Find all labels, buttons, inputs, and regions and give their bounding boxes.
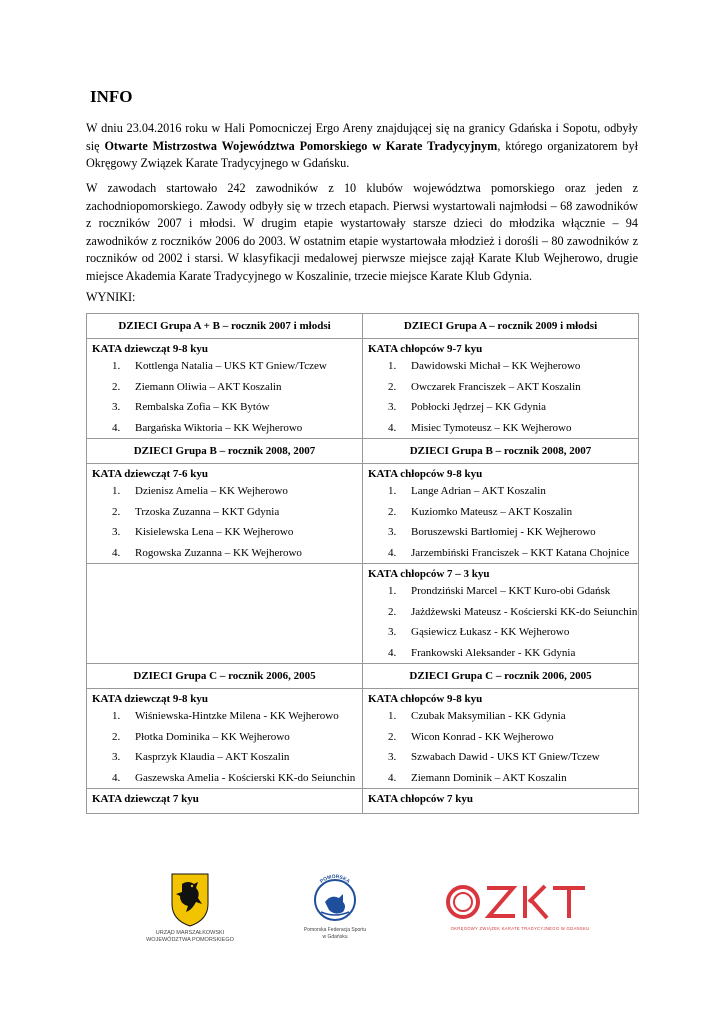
results-table <box>86 313 639 814</box>
list-item: 2. Trzoska Zuzanna – KKT Gdynia <box>112 505 280 518</box>
results-cell <box>363 564 639 664</box>
ranking-list <box>87 356 362 438</box>
list-item: 4. Gaszewska Amelia - Kościerski KK-do Seiunchin <box>112 771 356 784</box>
urzad-marszalkowski-logo <box>130 870 250 950</box>
summary-paragraph: W zawodach startowało 242 zawodników z 10 klubów województwa pomorskiego oraz jeden z zachodniopomorskiego. Zawody odbyły się w trzech etapach. Pierwsi wystartowali najmłodsi – 68 zawodników z roczników 2007 i młodsi. W drugim etapie wystartowały starsze dzieci do młodzika włącznie – 94 zawodników z roczników 2006 do 2003. W ostatnim etapie wystartowała młodzież i dorośli – 80 zawodników z roczników od 2002 i starsi. W klasyfikacji medalowej pierwsze miejsce zajął Karate Klub Wejherowo, drugie miejsce Akademia Karate Tradycyjnego w Koszalinie, trzecie miejsce Karate Klub Gdynia. <box>86 181 638 283</box>
list-item: 2. Kuziomko Mateusz – AKT Koszalin <box>388 505 573 518</box>
category-title: KATA dziewcząt 9-8 kyu <box>92 343 208 355</box>
list-item: 3. Kasprzyk Klaudia – AKT Koszalin <box>112 751 290 763</box>
ranking-list <box>363 581 638 663</box>
category-title: KATA dziewcząt 7 kyu <box>92 793 199 805</box>
table-row <box>87 564 639 664</box>
results-cell <box>363 689 639 789</box>
table-row <box>87 789 639 814</box>
intro-text-a: W dniu 23.04.2016 roku w Hali Pomocniczej Ergo Areny znajdującej się na granicy Gdańska i Sopotu, odbyły się <box>86 121 638 153</box>
urzad-line1: URZĄD MARSZAŁKOWSKI <box>155 930 225 936</box>
group-header: DZIECI Grupa C – rocznik 2006, 2005 <box>363 664 639 689</box>
list-item: 1. Kottlenga Natalia – UKS KT Gniew/Tczew <box>112 360 327 372</box>
results-cell <box>363 339 639 439</box>
category-title: KATA chłopców 9-8 kyu <box>368 693 483 705</box>
results-cell <box>87 464 363 564</box>
ranking-list <box>87 481 362 563</box>
list-item: 4. Bargańska Wiktoria – KK Wejherowo <box>112 421 303 434</box>
ranking-list <box>363 706 638 788</box>
empty-cell <box>87 564 363 664</box>
list-item: 1. Dawidowski Michał – KK Wejherowo <box>388 360 581 372</box>
list-item: 4. Rogowska Zuzanna – KK Wejherowo <box>112 546 302 559</box>
pfs-line1: Pomorska Federacja Sportu <box>303 927 367 933</box>
category-title: KATA chłopców 9-8 kyu <box>368 468 483 480</box>
list-item: 4. Ziemann Dominik – AKT Koszalin <box>388 771 567 784</box>
list-item: 1. Prondziński Marcel – KKT Kuro-obi Gdańsk <box>388 585 611 597</box>
group-header: DZIECI Grupa C – rocznik 2006, 2005 <box>87 664 363 689</box>
list-item: 1. Wiśniewska-Hintzke Milena - KK Wejherowo <box>112 710 339 722</box>
sponsor-logos <box>0 860 724 950</box>
ozkt-logo <box>445 880 595 940</box>
pfs-line2: w Gdańsku <box>322 933 348 940</box>
ranking-list <box>363 481 638 563</box>
group-header: DZIECI Grupa A + B – rocznik 2007 i młodsi <box>87 314 363 339</box>
intro-text-c: , którego organizatorem był Okręgowy Związek Karate Tradycyjnego w Gdańsku. <box>86 138 638 170</box>
results-label: WYNIKI: <box>86 290 136 304</box>
pfs-logo <box>285 872 385 952</box>
list-item: 4. Frankowski Aleksander - KK Gdynia <box>388 646 576 659</box>
table-header-row <box>87 314 639 339</box>
list-item: 3. Gąsiewicz Łukasz - KK Wejherowo <box>388 626 570 638</box>
category-title: KATA chłopców 7 kyu <box>368 793 474 805</box>
page-title: INFO <box>90 87 133 106</box>
pfs-emblem-icon <box>285 872 385 924</box>
ozkt-letters-icon <box>445 880 595 924</box>
pfs-arc-text: POMORSKA <box>319 873 351 885</box>
table-header-row <box>87 439 639 464</box>
results-cell <box>363 464 639 564</box>
group-header: DZIECI Grupa B – rocznik 2008, 2007 <box>363 439 639 464</box>
table-row <box>87 464 639 564</box>
ozkt-subtitle: OKRĘGOWY ZWIĄZEK KARATE TRADYCYJNEGO W GDAŃSKU <box>450 926 590 931</box>
group-header: DZIECI Grupa B – rocznik 2008, 2007 <box>87 439 363 464</box>
category-title: KATA chłopców 9-7 kyu <box>368 343 483 355</box>
list-item: 2. Jażdżewski Mateusz - Kościerski KK-do Seiunchin <box>388 605 638 618</box>
list-item: 3. Rembalska Zofia – KK Bytów <box>112 401 270 413</box>
list-item: 4. Jarzembiński Franciszek – KKT Katana Chojnice <box>388 546 630 559</box>
list-item: 2. Wicon Konrad - KK Wejherowo <box>388 730 554 743</box>
results-cell <box>87 789 363 814</box>
intro-paragraph <box>86 120 638 173</box>
griffin-crest-icon <box>130 870 250 928</box>
list-item: 4. Misiec Tymoteusz – KK Wejherowo <box>388 421 572 434</box>
table-row <box>87 689 639 789</box>
results-cell <box>87 339 363 439</box>
category-title: KATA dziewcząt 7-6 kyu <box>92 468 208 480</box>
list-item: 3. Szwabach Dawid - UKS KT Gniew/Tczew <box>388 751 600 763</box>
list-item: 1. Czubak Maksymilian - KK Gdynia <box>388 710 566 722</box>
category-title: KATA dziewcząt 9-8 kyu <box>92 693 208 705</box>
ranking-list <box>363 356 638 438</box>
list-item: 3. Kisielewska Lena – KK Wejherowo <box>112 526 294 538</box>
list-item: 2. Owczarek Franciszek – AKT Koszalin <box>388 380 581 393</box>
table-row <box>87 339 639 439</box>
list-item: 1. Lange Adrian – AKT Koszalin <box>388 485 546 497</box>
results-cell <box>363 789 639 814</box>
intro-event-name: Otwarte Mistrzostwa Województwa Pomorskiego w Karate Tradycyjnym <box>104 138 498 153</box>
group-header: DZIECI Grupa A – rocznik 2009 i młodsi <box>363 314 639 339</box>
list-item: 1. Dzienisz Amelia – KK Wejherowo <box>112 485 288 497</box>
list-item: 2. Płotka Dominika – KK Wejherowo <box>112 730 290 743</box>
results-cell <box>87 689 363 789</box>
urzad-line2: WOJEWÓDZTWA POMORSKIEGO <box>146 937 234 943</box>
list-item: 3. Pobłocki Jędrzej – KK Gdynia <box>388 401 547 413</box>
list-item: 2. Ziemann Oliwia – AKT Koszalin <box>112 380 282 393</box>
table-header-row <box>87 664 639 689</box>
ranking-list <box>87 706 362 788</box>
list-item: 3. Boruszewski Bartłomiej - KK Wejherowo <box>388 526 596 538</box>
category-title: KATA chłopców 7 – 3 kyu <box>368 568 490 580</box>
